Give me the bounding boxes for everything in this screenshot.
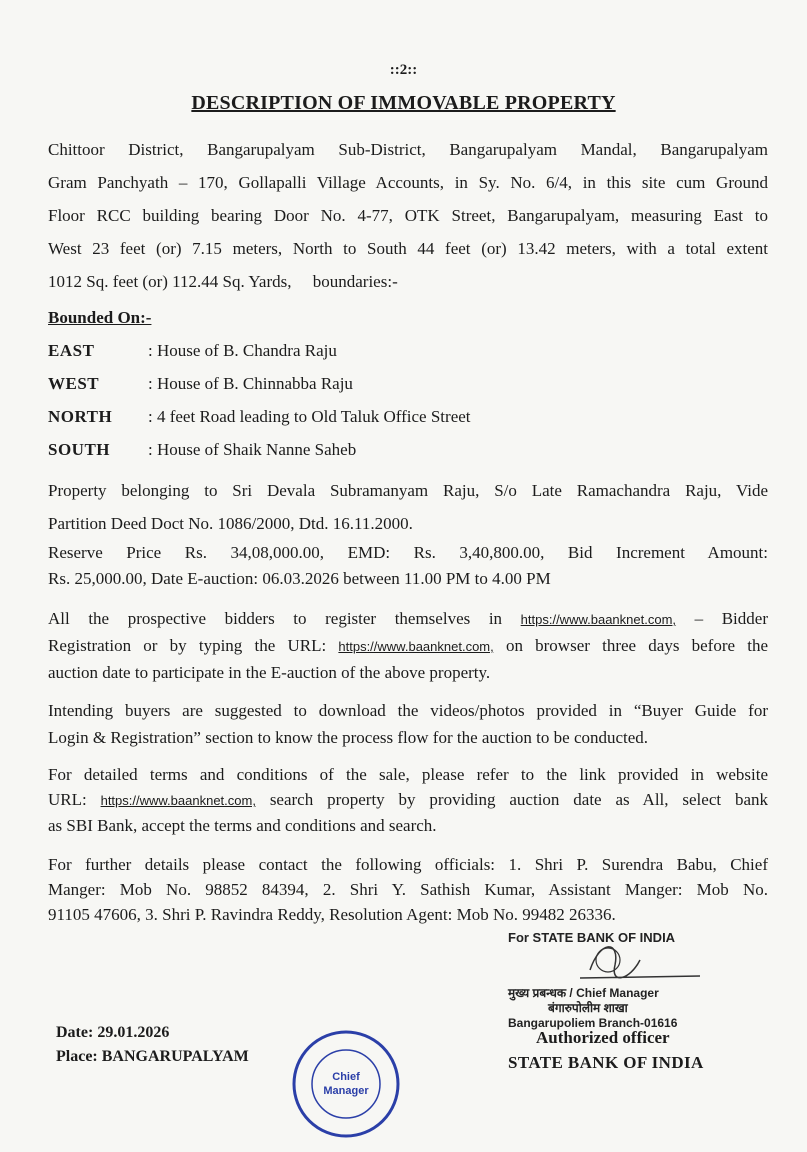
contacts-paragraph — [48, 852, 768, 927]
boundary-row-east — [48, 341, 337, 361]
authorized-officer: Authorized officer — [536, 1028, 670, 1047]
place-line: Place: BANGARUPALYAM — [56, 1048, 249, 1065]
price-line: Reserve Price Rs. 34,08,000.00, EMD: Rs. 3,40,800.00, Bid Increment Amount: — [48, 543, 768, 562]
contacts-line: 91105 47606, 3. Shri P. Ravindra Reddy, Resolution Agent: Mob No. 99482 26336. — [48, 905, 616, 924]
terms-paragraph: For detailed terms and conditions of the sale, please refer to the link provided in website URL: https://www.baanknet.com, search property by providing auction date as All, select bank as SBI Bank, accept the terms and conditions and search. — [48, 762, 768, 838]
boundary-direction: SOUTH — [48, 440, 111, 459]
signature-scribble — [560, 930, 700, 990]
intro-line: Chittoor District, Bangarupalyam Sub-District, Bangarupalyam Mandal, Bangarupalyam — [48, 140, 768, 159]
contacts-line: Manger: Mob No. 98852 84394, 2. Shri Y. Sathish Kumar, Assistant Manger: Mob No. — [48, 880, 768, 899]
intro-line: Floor RCC building bearing Door No. 4-77, OTK Street, Bangarupalyam, measuring East to — [48, 206, 768, 225]
boundary-direction: NORTH — [48, 407, 113, 426]
manager-block — [508, 986, 677, 1031]
date-line: Date: 29.01.2026 — [56, 1024, 170, 1041]
boundary-description: : House of Shaik Nanne Saheb — [148, 440, 357, 459]
intro-line: West 23 feet (or) 7.15 meters, North to South 44 feet (or) 13.42 meters, with a total extent — [48, 239, 768, 258]
ownership-line: Property belonging to Sri Devala Subramanyam Raju, S/o Late Ramachandra Raju, Vide — [48, 481, 768, 500]
terms-line: For detailed terms and conditions of the sale, please refer to the link provided in website — [48, 765, 768, 784]
buyer-guide-paragraph — [48, 697, 768, 751]
price-line: Rs. 25,000.00, Date E-auction: 06.03.2026 between 11.00 PM to 4.00 PM — [48, 569, 551, 588]
branch-hindi: बंगारुपोलीम शाखा — [548, 1001, 628, 1015]
boundary-direction: EAST — [48, 341, 95, 360]
branch-name: Bangarupoliem Branch-01616 — [508, 1016, 678, 1030]
ownership-line: Partition Deed Doct No. 1086/2000, Dtd. 16.11.2000. — [48, 514, 413, 533]
bounded-heading: Bounded On:- — [48, 308, 152, 327]
registration-line: auction date to participate in the E-auction of the above property. — [48, 663, 491, 682]
baanknet-link[interactable]: https://www.baanknet.com, — [338, 639, 494, 654]
registration-paragraph: All the prospective bidders to register themselves in https://www.baanknet.com, – Bidder Registration or by typing the URL: https://www.baanknet.com, on browser three days before the auction date to participate in the E-auction of the above property. — [48, 606, 768, 686]
baanknet-link[interactable]: https://www.baanknet.com, — [100, 793, 256, 808]
terms-line: as SBI Bank, accept the terms and conditions and search. — [48, 816, 437, 835]
document-title: DESCRIPTION OF IMMOVABLE PROPERTY — [191, 92, 616, 114]
stamp-text: Chief — [332, 1071, 360, 1083]
for-bank-label: For STATE BANK OF INDIA — [508, 930, 676, 945]
intro-line: Gram Panchyath – 170, Gollapalli Village Accounts, in Sy. No. 6/4, in this site cum Ground — [48, 173, 768, 192]
boundary-description: : House of B. Chinnabba Raju — [148, 374, 353, 393]
baanknet-link[interactable]: https://www.baanknet.com, — [520, 612, 677, 627]
guide-line: Intending buyers are suggested to download the videos/photos provided in “Buyer Guide for — [48, 701, 768, 720]
bank-name: STATE BANK OF INDIA — [508, 1053, 704, 1072]
page-number: ::2:: — [389, 62, 418, 78]
contacts-line: For further details please contact the following officials: 1. Shri P. Surendra Babu, Chief — [48, 855, 768, 874]
manager-title: मुख्य प्रबन्धक / Chief Manager — [508, 986, 659, 1000]
stamp-text: Manager — [323, 1085, 369, 1097]
price-paragraph — [48, 540, 768, 592]
guide-line: Login & Registration” section to know the process flow for the auction to be conducted. — [48, 728, 649, 747]
intro-line: 1012 Sq. feet (or) 112.44 Sq. Yards, boundaries:- — [48, 272, 398, 291]
bank-seal-stamp — [290, 1028, 402, 1140]
boundary-row-north — [48, 407, 471, 427]
property-intro — [48, 133, 768, 298]
ownership-paragraph — [48, 474, 768, 540]
boundary-row-west — [48, 374, 353, 394]
boundary-direction: WEST — [48, 374, 100, 393]
boundary-description: : 4 feet Road leading to Old Taluk Office Street — [148, 407, 471, 426]
boundary-description: : House of B. Chandra Raju — [148, 341, 337, 360]
boundary-row-south — [48, 440, 356, 460]
